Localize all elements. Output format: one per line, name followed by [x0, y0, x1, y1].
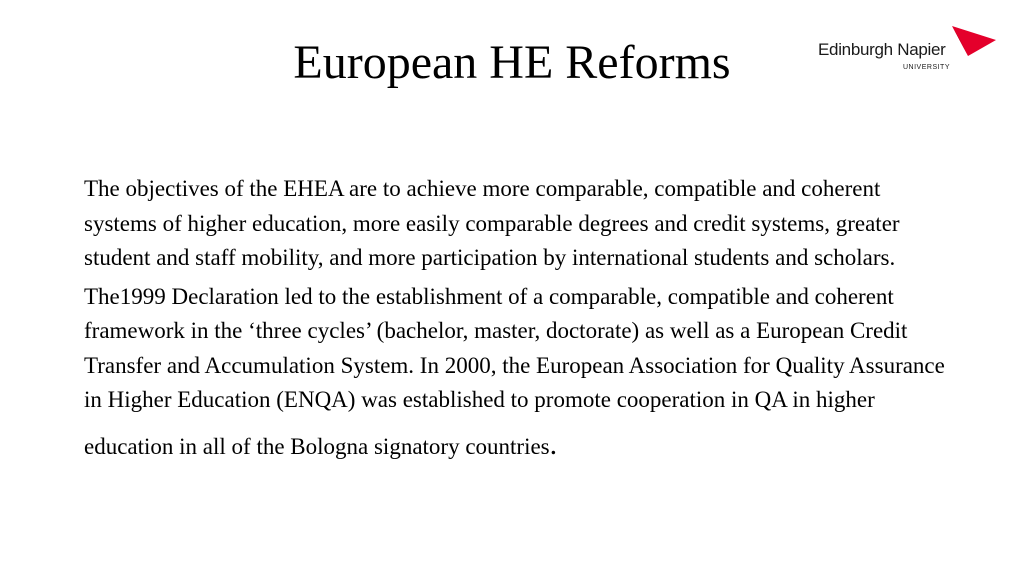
paragraph-declaration-end-text: education in all of the Bologna signatory countries	[84, 433, 550, 459]
logo-triangle-icon	[952, 26, 996, 56]
university-logo	[818, 26, 998, 76]
paragraph-declaration-end	[84, 427, 954, 465]
paragraph-declaration-period: .	[549, 427, 558, 461]
slide-title: European HE Reforms	[293, 36, 731, 89]
logo-subtitle: UNIVERSITY	[903, 64, 951, 71]
paragraph-ehea-objectives: The objectives of the EHEA are to achieve more comparable, compatible and coherent systems of higher education, more easily comparable degrees and credit systems, greater student and staff mobility, and more participation by international students and scholars.	[84, 176, 900, 270]
slide-body	[84, 172, 954, 464]
logo-name: Edinburgh Napier	[818, 40, 946, 59]
paragraph-declaration-main: The1999 Declaration led to the establishment of a comparable, compatible and coherent framework in the ‘three cycles’ (bachelor, master, doctorate) as well as a European Credit Transfer and Accumulation System. In 2000, the European Association for Quality Assurance in Higher Education (ENQA) was established to promote cooperation in QA in higher	[84, 283, 945, 412]
paragraph-declaration	[84, 280, 954, 465]
